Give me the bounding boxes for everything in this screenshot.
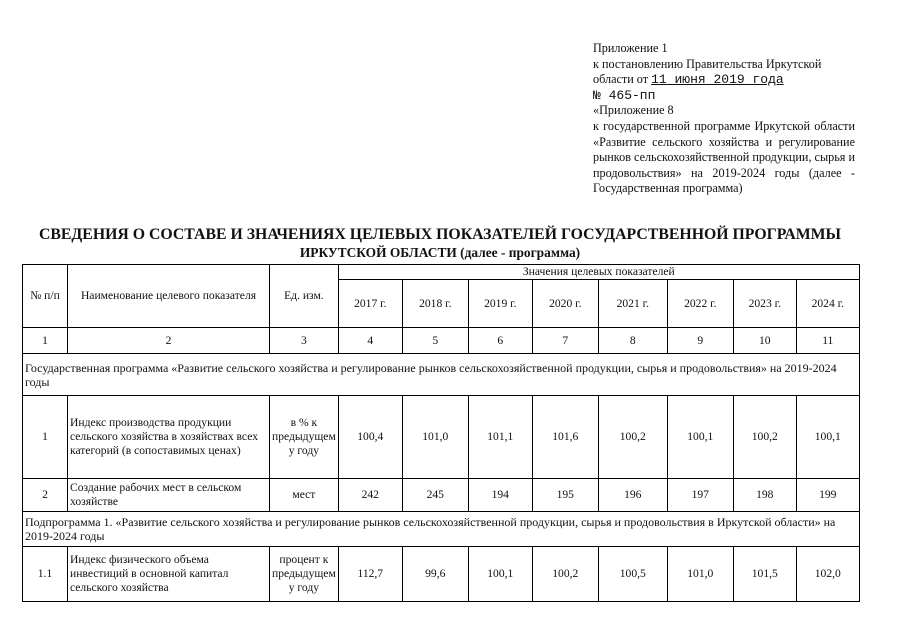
year-2021: 2021 г. (598, 280, 667, 328)
decree-number: № 465-пп (593, 87, 656, 103)
decree-date: 11 июня 2019 года (651, 72, 784, 88)
year-2020: 2020 г. (532, 280, 598, 328)
appendix-8-text: к государственной программе Иркутской области «Развитие сельского хозяйства и регулирование рынков сельскохозяйственной продукции, сырья и продовольствия» на 2019-2024 годы (далее - Государственная программа) (593, 118, 855, 196)
col-number: 4 (338, 328, 402, 354)
row-num: 1.1 (23, 547, 68, 602)
value-2021: 196 (598, 479, 667, 512)
section-subprogram-1: Подпрограмма 1. «Развитие сельского хозяйства и регулирование рынков сельскохозяйственной продукции, сырья и продовольствия в Иркутской области» на 2019-2024 годы (23, 512, 860, 547)
value-2021: 100,5 (598, 547, 667, 602)
value-2024: 199 (796, 479, 859, 512)
value-2024: 102,0 (796, 547, 859, 602)
col-number: 8 (598, 328, 667, 354)
year-2023: 2023 г. (733, 280, 796, 328)
value-2020: 101,6 (532, 396, 598, 479)
section-state-program: Государственная программа «Развитие сельского хозяйства и регулирование рынков сельскохозяйственной продукции, сырья и продовольствия» на 2019-2024 годы (23, 354, 860, 396)
value-2022: 197 (667, 479, 733, 512)
value-2017: 112,7 (338, 547, 402, 602)
col-number: 6 (468, 328, 532, 354)
section-row-subprogram-1 (23, 512, 860, 547)
col-number: 7 (532, 328, 598, 354)
value-2023: 198 (733, 479, 796, 512)
title-line-2: ИРКУТСКОЙ ОБЛАСТИ (далее - программа) (299, 245, 581, 260)
title-line-1: СВЕДЕНИЯ О СОСТАВЕ И ЗНАЧЕНИЯХ ЦЕЛЕВЫХ ПОКАЗАТЕЛЕЙ ГОСУДАРСТВЕННОЙ ПРОГРАММЫ (38, 226, 842, 243)
header-unit: Ед. изм. (270, 265, 339, 328)
year-2017: 2017 г. (338, 280, 402, 328)
table-row (23, 479, 860, 512)
value-2019: 100,1 (468, 547, 532, 602)
col-number: 1 (23, 328, 68, 354)
section-row-state-program (23, 354, 860, 396)
value-2018: 101,0 (402, 396, 468, 479)
col-number: 3 (270, 328, 339, 354)
document-title (22, 226, 858, 262)
appendix-date-line (593, 72, 855, 88)
appendix-block (593, 41, 855, 197)
header-row-1 (23, 265, 860, 280)
col-number: 2 (68, 328, 270, 354)
table-row (23, 396, 860, 479)
appendix-8-title: «Приложение 8 (593, 103, 674, 118)
value-2023: 101,5 (733, 547, 796, 602)
value-2022: 101,0 (667, 547, 733, 602)
indicators-table (22, 264, 860, 602)
value-2023: 100,2 (733, 396, 796, 479)
indicator-name: Индекс физического объема инвестиций в основной капитал сельского хозяйства (68, 547, 270, 602)
col-number: 5 (402, 328, 468, 354)
table-row (23, 547, 860, 602)
appendix-line-3-prefix: области от (593, 72, 649, 87)
header-num: № п/п (23, 265, 68, 328)
value-2020: 100,2 (532, 547, 598, 602)
value-2024: 100,1 (796, 396, 859, 479)
indicator-unit: мест (270, 479, 339, 512)
value-2020: 195 (532, 479, 598, 512)
value-2021: 100,2 (598, 396, 667, 479)
col-number: 11 (796, 328, 859, 354)
indicator-name: Создание рабочих мест в сельском хозяйстве (68, 479, 270, 512)
year-2019: 2019 г. (468, 280, 532, 328)
indicator-unit: процент к предыдущем у году (270, 547, 339, 602)
header-values-group: Значения целевых показателей (338, 265, 859, 280)
value-2018: 245 (402, 479, 468, 512)
col-number: 9 (667, 328, 733, 354)
col-number: 10 (733, 328, 796, 354)
row-num: 2 (23, 479, 68, 512)
indicator-unit: в % к предыдущем у году (270, 396, 339, 479)
year-2022: 2022 г. (667, 280, 733, 328)
indicator-name: Индекс производства продукции сельского хозяйства в хозяйствах всех категорий (в сопоставимых ценах) (68, 396, 270, 479)
value-2019: 101,1 (468, 396, 532, 479)
row-num: 1 (23, 396, 68, 479)
value-2017: 100,4 (338, 396, 402, 479)
appendix-line-1: Приложение 1 (593, 41, 668, 55)
header-name: Наименование целевого показателя (68, 265, 270, 328)
value-2022: 100,1 (667, 396, 733, 479)
year-2018: 2018 г. (402, 280, 468, 328)
year-2024: 2024 г. (796, 280, 859, 328)
value-2017: 242 (338, 479, 402, 512)
value-2018: 99,6 (402, 547, 468, 602)
appendix-line-2: к постановлению Правительства Иркутской (593, 56, 822, 71)
column-numbers-row (23, 328, 860, 354)
value-2019: 194 (468, 479, 532, 512)
